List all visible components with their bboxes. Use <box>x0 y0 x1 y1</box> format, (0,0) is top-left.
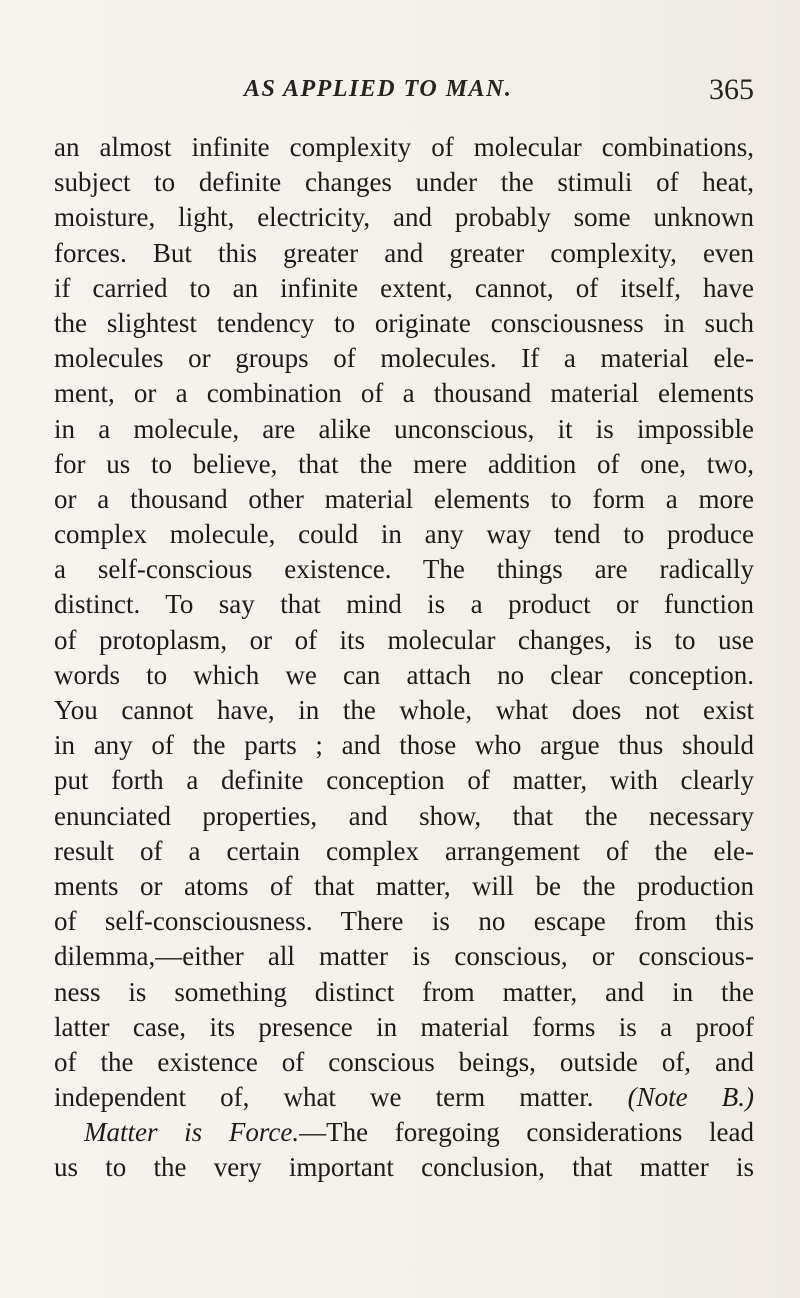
line-text: independent of, what we term matter. <box>54 1082 628 1113</box>
section-heading: Matter is Force. <box>84 1117 300 1148</box>
text-line: subject to definite changes under the stimuli of heat, <box>54 167 754 198</box>
text-line: molecules or groups of molecules. If a material ele- <box>54 343 754 374</box>
text-line: or a thousand other material elements to form a more <box>54 483 754 514</box>
text-line: of the existence of conscious beings, outside of, and <box>54 1046 754 1077</box>
text-line: dilemma,—either all matter is conscious, or conscious- <box>54 941 754 972</box>
text-line-with-heading <box>54 1115 754 1150</box>
text-line: ments or atoms of that matter, will be the production <box>54 870 754 901</box>
text-line: forces. But this greater and greater complexity, even <box>54 237 754 268</box>
text-line: a self-conscious existence. The things are radically <box>54 554 754 585</box>
text-line: enunciated properties, and show, that the necessary <box>54 800 754 831</box>
text-line: in a molecule, are alike unconscious, it is impossible <box>54 413 754 444</box>
text-line: of self-consciousness. There is no escape from this <box>54 906 754 937</box>
text-line: ness is something distinct from matter, and in the <box>54 976 754 1007</box>
text-line: distinct. To say that mind is a product or function <box>54 589 754 620</box>
text-line: in any of the parts ; and those who argue thus should <box>54 730 754 761</box>
text-line: us to the very important conclusion, that matter is <box>54 1152 754 1183</box>
text-line: You cannot have, in the whole, what does not exist <box>54 695 754 725</box>
text-line: for us to believe, that the mere addition of one, two, <box>54 448 754 479</box>
page-number: 365 <box>709 73 754 106</box>
text-line: of protoplasm, or of its molecular changes, is to use <box>54 624 754 655</box>
text-line-with-note <box>54 1080 754 1115</box>
text-line: words to which we can attach no clear conception. <box>54 659 754 690</box>
line-text: —The foregoing considerations lead <box>299 1117 754 1148</box>
text-line: put forth a definite conception of matter, with clearly <box>54 765 754 796</box>
text-line: an almost infinite complexity of molecular combinations, <box>54 132 754 162</box>
text-line: moisture, light, electricity, and probably some unknown <box>54 202 754 233</box>
text-line: ment, or a combination of a thousand material elements <box>54 378 754 409</box>
text-line: latter case, its presence in material forms is a proof <box>54 1011 754 1042</box>
text-line: the slightest tendency to originate consciousness in such <box>54 307 754 338</box>
text-line: complex molecule, could in any way tend to produce <box>54 519 754 550</box>
running-head: AS APPLIED TO MAN. <box>244 76 513 102</box>
body-text <box>54 130 754 1186</box>
text-line: if carried to an infinite extent, cannot, of itself, have <box>54 272 754 303</box>
note-reference: (Note B.) <box>627 1082 754 1113</box>
text-line: result of a certain complex arrangement of the ele- <box>54 835 754 866</box>
